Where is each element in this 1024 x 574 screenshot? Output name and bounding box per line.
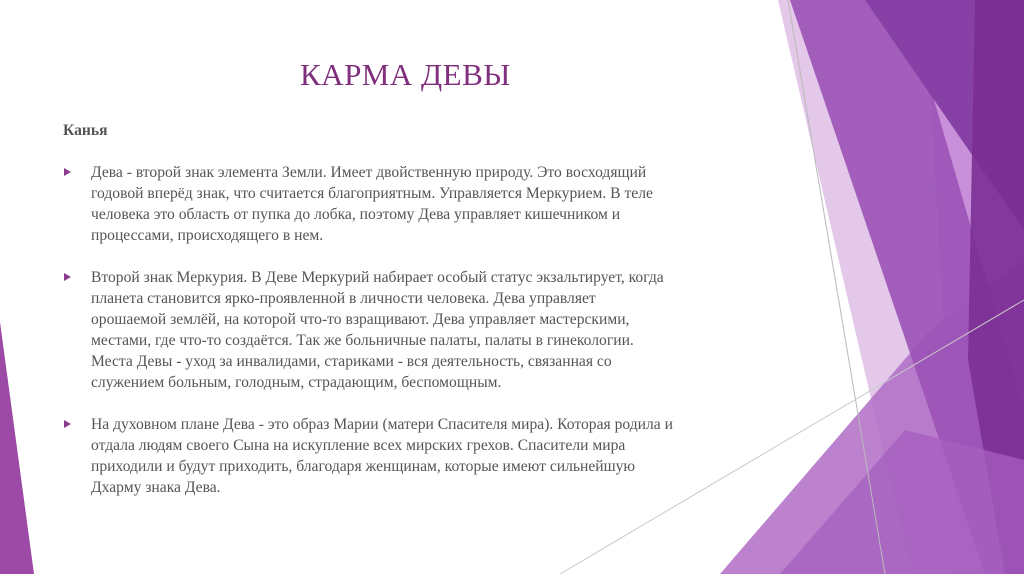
bullet-item <box>63 162 783 246</box>
bullet-line: процессами, происходящего в нем. <box>91 227 324 244</box>
bullet-line: служением больным, голодным, страдающим, беспомощным. <box>91 374 502 391</box>
bullet-line: Дева - второй знак элемента Земли. Имеет двойственную природу. Это восходящий <box>91 164 647 181</box>
bullet-item <box>63 414 783 498</box>
bullet-arrow-icon <box>64 168 71 176</box>
bullet-line: местами, где что-то создаётся. Так же больничные палаты, палаты в гинекологии. <box>91 332 634 349</box>
bullet-line: годовой вперёд знак, что считается благоприятным. Управляется Меркурием. В теле <box>91 185 653 202</box>
slide-subtitle: Канья <box>63 122 108 139</box>
bullet-arrow-icon <box>64 273 71 281</box>
bullet-line: Второй знак Меркурия. В Деве Меркурий набирает особый статус экзальтирует, когда <box>91 269 664 286</box>
bullet-line: Места Девы - уход за инвалидами, стариками - вся деятельность, связанная со <box>91 353 612 370</box>
bullet-line: приходили и будут приходить, благодаря женщинам, которые имеют сильнейшую <box>91 458 636 475</box>
left-edge-shape <box>0 322 34 574</box>
bullet-item <box>63 267 783 393</box>
bullet-arrow-icon <box>64 420 71 428</box>
bullet-line: человека это область от пупка до лобка, поэтому Дева управляет кишечником и <box>91 206 621 223</box>
bullet-line: На духовном плане Дева - это образ Марии (матери Спасителя мира). Которая родила и <box>91 416 673 433</box>
bullet-line: планета становится ярко-проявленной в личности человека. Дева управляет <box>91 290 596 307</box>
bullet-line: орошаемой землёй, на которой что-то взращивают. Дева управляет мастерскими, <box>91 311 630 328</box>
slide-content <box>63 120 783 519</box>
slide-title: КАРМА ДЕВЫ <box>300 57 511 92</box>
bullet-line: отдала людям своего Сына на искупление всех мирских грехов. Спасители мира <box>91 437 626 454</box>
bullet-line: Дхарму знака Дева. <box>91 479 221 496</box>
